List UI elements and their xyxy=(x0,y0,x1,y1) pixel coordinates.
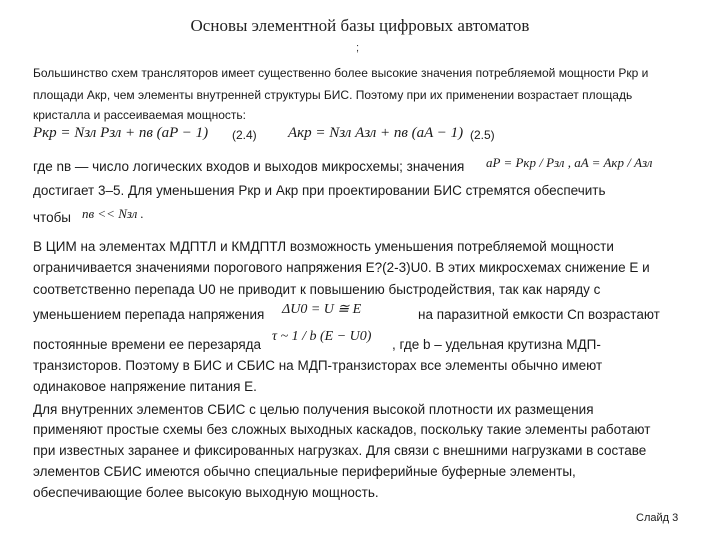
equation-number-2-5: (2.5) xyxy=(470,128,495,142)
slide-number: Слайд 3 xyxy=(636,512,679,524)
slide-title: Основы элементной базы цифровых автоматов xyxy=(190,16,530,35)
reach-line: достигает 3–5. Для уменьшения Pкр и Aкр при проектировании БИС стремятся обеспечить xyxy=(33,183,606,198)
para1-line1: Большинство схем трансляторов имеет существенно более высокие значения потребляемой мощности Pкр и xyxy=(33,66,649,80)
para4-line4: элементов СБИС имеются обычно специальные периферийные буферные элементы, xyxy=(33,464,576,479)
inequality-formula: nв << Nзл . xyxy=(82,206,144,221)
para4-line2: применяют простые схемы без сложных выходных каскадов, поскольку такие элементы работают xyxy=(33,422,651,437)
para4-line5: обеспечивающие более высокую выходную мощность. xyxy=(33,485,379,500)
para4-line3: при известных заранее и фиксированных нагрузках. Для связи с внешними нагрузками в составе xyxy=(33,443,647,458)
semicolon-mark: ; xyxy=(356,42,360,54)
equation-number-2-4: (2.4) xyxy=(232,128,257,142)
ratio-formula: aP = Pкр / Pзл , aA = Aкр / Aзл xyxy=(486,155,653,170)
constant-line: постоянные времени ее перезаряда xyxy=(33,337,262,352)
parasitic-line: на паразитной емкости Cп возрастают xyxy=(418,307,660,322)
where-line: где nв — число логических входов и выходов микросхемы; значения xyxy=(33,159,465,174)
para3-line2: одинаковое напряжение питания E. xyxy=(33,379,257,394)
para3-line1: транзисторов. Поэтому в БИС и СБИС на МДП-транзисторах все элементы обычно имеют xyxy=(33,358,603,373)
para2-line2: ограничивается значениями порогового напряжения E?(2-3)U0. В этих микросхемах снижение E и xyxy=(33,260,650,275)
para2-line3: соответственно перепада U0 не приводит к повышению быстродействия, так как наряду с xyxy=(33,282,601,297)
tau-formula: τ ~ 1 / b (E − U0) xyxy=(272,329,372,344)
where-b-line: , где b – удельная крутизна МДП- xyxy=(392,337,601,352)
so-that-line: чтобы xyxy=(33,210,72,225)
formula-power: Pкр = Nзл Pзл + nв (aP − 1) xyxy=(33,125,209,141)
para1-line2: площади Aкр, чем элементы внутренней структуры БИС. Поэтому при их применении возрастает площадь xyxy=(33,88,633,102)
para4-line1: Для внутренних элементов СБИС с целью получения высокой плотности их размещения xyxy=(33,402,594,417)
para2-line1: В ЦИМ на элементах МДПТЛ и КМДПТЛ возможность уменьшения потребляемой мощности xyxy=(33,239,614,254)
formula-area: Aкр = Nзл Aзл + nв (aA − 1) xyxy=(288,125,464,141)
delta-u-formula: ΔU0 = U ≅ E xyxy=(282,302,362,317)
para1-line3: кристалла и рассеиваемая мощность: xyxy=(33,108,246,122)
decrease-line: уменьшением перепада напряжения xyxy=(33,307,265,322)
